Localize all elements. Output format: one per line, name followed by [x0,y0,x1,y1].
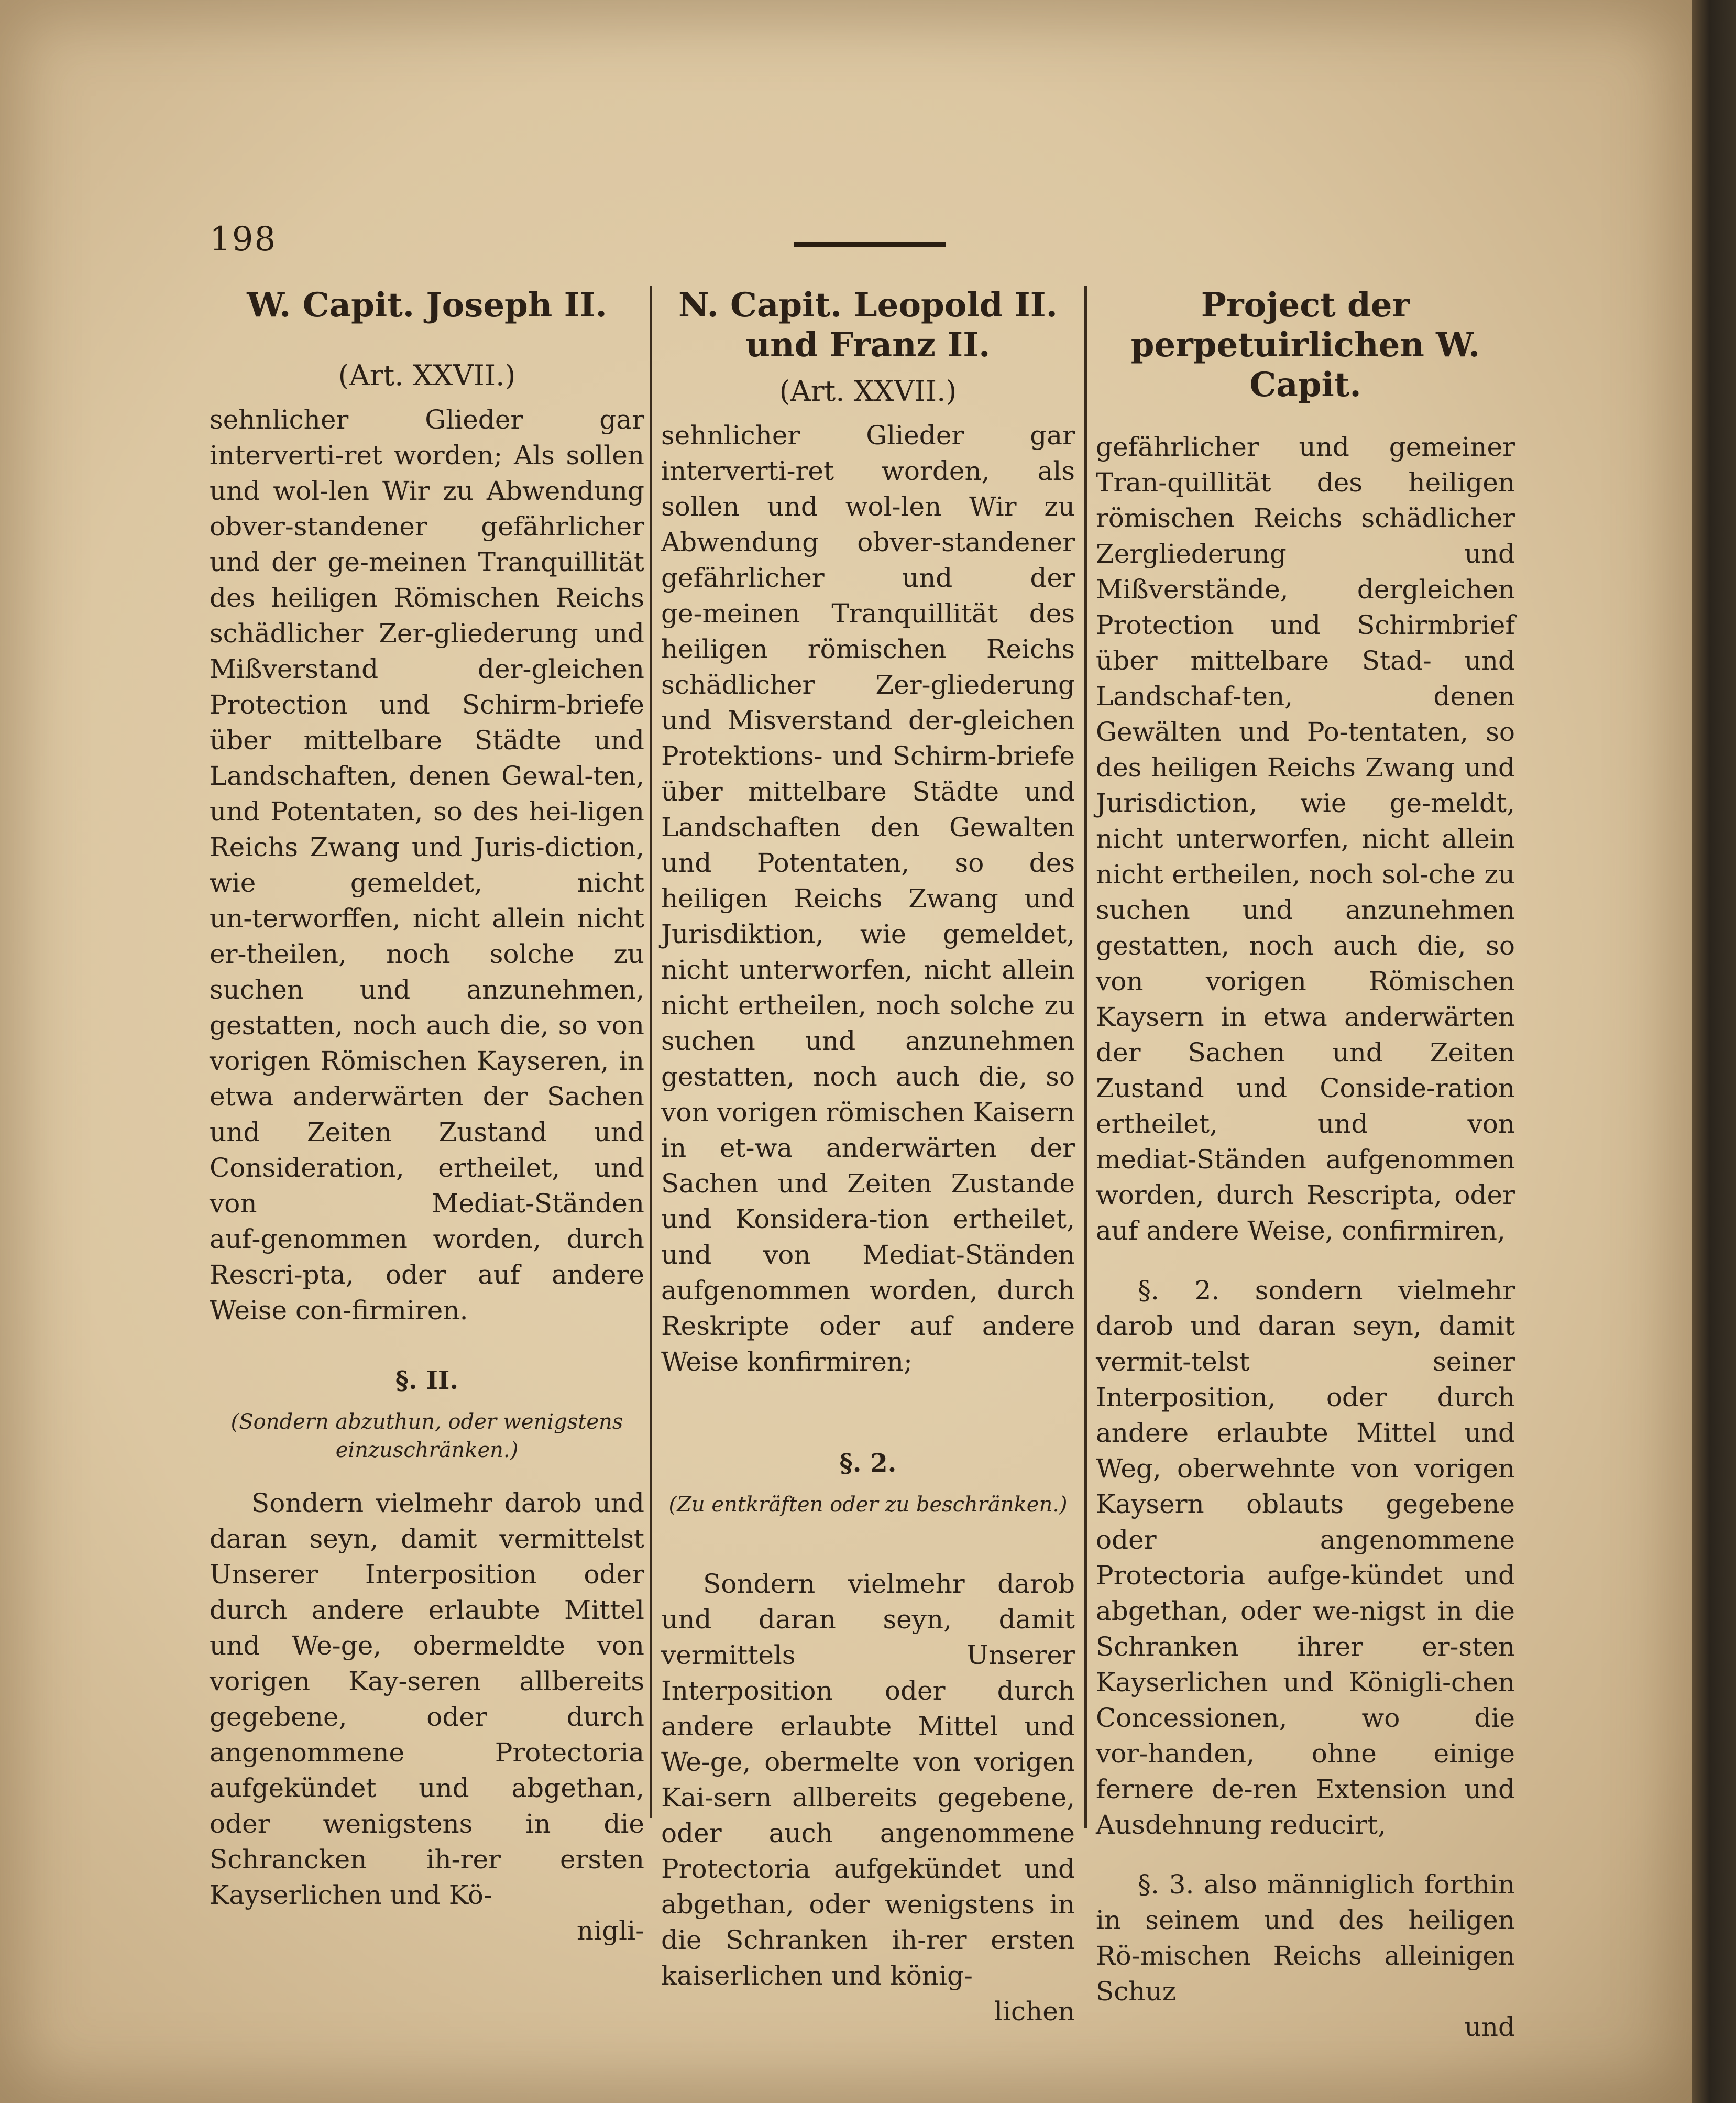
column-heading: N. Capit. Leopold II. und Franz II. [678,286,1058,365]
section-mark: §. II. [395,1366,459,1395]
column-joseph-ii [210,286,644,1948]
spacer [1096,405,1515,429]
paragraph: sehnlicher Glieder gar interverti‑ret worden, als sollen und wol‑len Wir zu Abwendung obver‑standener gefährlicher und der ge‑meinen Tranquillität des heiligen römischen Reichs schädlicher Zer‑gliederung und Misverstand der‑gleichen Protektions‑ und Schirm‑briefe über mittelbare Städte und Landschaften den Gewalten und Potentaten, so des heiligen Reichs Zwang und Jurisdiktion, wie gemeldet, nicht unterworfen, nicht allein nicht ertheilen, noch solche zu suchen und anzunehmen gestatten, noch auch die, so von vorigen römischen Kaisern in et‑wa anderwärten der Sachen und Zeiten Zustande und Konsidera‑tion ertheilet, und von Mediat‑Ständen aufgenommen worden, durch Reskripte oder auf andere Weise konfirmiren; [661,420,1075,1377]
column-heading: W. Capit. Joseph II. [247,286,607,325]
paragraph: Sondern vielmehr darob und daran seyn, damit vermittelst Unserer Interposition oder durch andere erlaubte Mittel und We‑ge, obermeldte von vorigen Kay‑seren allbereits gegebene, oder durch angenommene Protectoria aufgekündet und abgethan, oder wenigstens in die Schrancken ih‑rer ersten Kayserlichen und Kö‑ [210,1488,644,1910]
book-spine-edge [1692,0,1736,2103]
catchword: nigli‑ [576,1915,644,1946]
column-leopold-franz [661,286,1075,2029]
catchword: lichen [994,1996,1075,2027]
section-note: (Sondern abzuthun, oder wenigstens einzuschränken.) [230,1410,623,1462]
column-divider [1084,286,1087,1828]
spacer [1096,1843,1515,1867]
page-number: 198 [210,220,277,259]
article-label: (Art. XXVII.) [779,375,957,408]
paragraph: §. 2. sondern vielmehr darob und daran seyn, damit vermit‑telst seiner Interposition, oder durch andere erlaubte Mittel und Weg, oberwehnte von vorigen Kaysern oblauts gegebene oder angenommene Protectoria aufge‑kündet und abgethan, oder we‑nigst in die Schranken ihrer er‑sten Kayserlichen und Königli‑chen Concessionen, wo die vor‑handen, ohne einige fernere de‑ren Extension und Ausdehnung reducirt, [1096,1275,1515,1840]
paragraph: §. 3. also männiglich forthin in seinem und des heiligen Rö‑mischen Reichs alleinigen Schuz [1096,1869,1515,2007]
section-mark: §. 2. [839,1449,897,1478]
top-rule [794,242,946,247]
paragraph: sehnlicher Glieder gar interverti‑ret worden; Als sollen und wol‑len Wir zu Abwendung obver‑standener gefährlicher und der ge‑meinen Tranquillität des heiligen Römischen Reichs schädlicher Zer‑gliederung und Mißverstand der‑gleichen Protection und Schirm‑briefe über mittelbare Städte und Landschaften, denen Gewal‑ten, und Potentaten, so des hei‑ligen Reichs Zwang und Juris‑diction, wie gemeldet, nicht un‑terworffen, nicht allein nicht er‑theilen, noch solche zu suchen und anzunehmen, gestatten, noch auch die, so von vorigen Römischen Kayseren, in etwa anderwärten der Sachen und Zeiten Zustand und Consideration, ertheilet, und von Mediat‑Ständen auf‑genommen worden, durch Rescri‑pta, oder auf andere Weise con‑firmiren. [210,404,644,1326]
article-label: (Art. XXVII.) [338,359,516,392]
section-note: (Zu entkräften oder zu beschränken.) [668,1493,1068,1517]
column-heading: Project der perpetuirlichen W. Capit. [1130,286,1480,404]
spacer [1096,1248,1515,1273]
catchword: und [1464,2012,1515,2042]
paragraph: Sondern vielmehr darob und daran seyn, damit vermittels Unserer Interposition oder durch andere erlaubte Mittel und We‑ge, obermelte von vorigen Kai‑sern allbereits gegebene, oder auch angenommene Protectoria aufgekündet und abgethan, oder wenigstens in die Schranken ih‑rer ersten kaiserlichen und könig‑ [661,1569,1075,1991]
paragraph: gefährlicher und gemeiner Tran‑quillität des heiligen römischen Reichs schädlicher Zergliederung und Mißverstände, dergleichen Protection und Schirmbrief über mittelbare Stad‑ und Landschaf‑ten, denen Gewälten und Po‑tentaten, so des heiligen Reichs Zwang und Jurisdiction, wie ge‑meldt, nicht unterworfen, nicht allein nicht ertheilen, noch sol‑che zu suchen und anzunehmen gestatten, noch auch die, so von vorigen Römischen Kaysern in etwa anderwärten der Sachen und Zeiten Zustand und Conside‑ration ertheilet, und von mediat‑Ständen aufgenommen worden, durch Rescripta, oder auf andere Weise, confirmiren, [1096,432,1515,1246]
column-divider [650,286,652,1818]
column-perpetual-project [1096,286,1515,2045]
